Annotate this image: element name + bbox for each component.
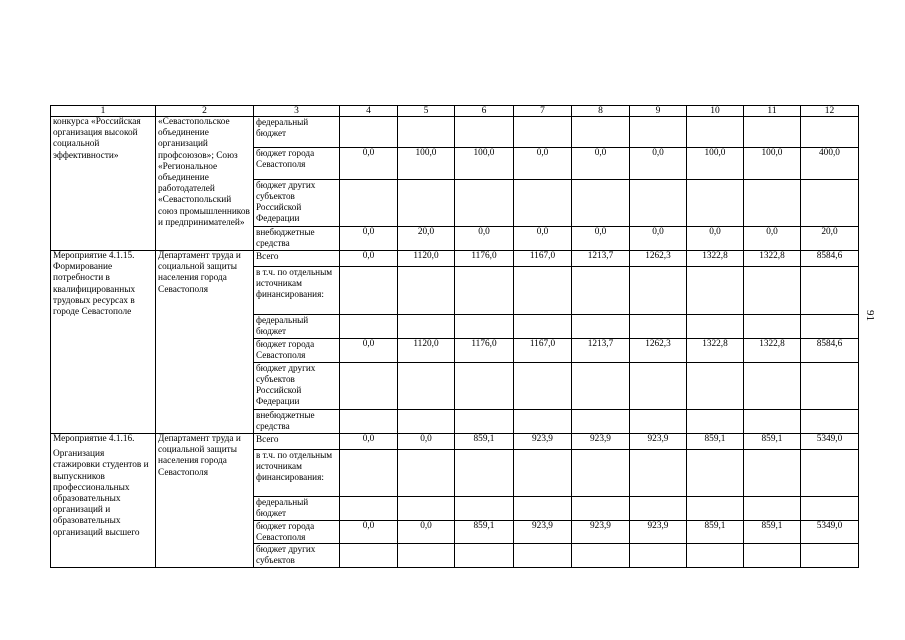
amount-cell: 100,0: [687, 148, 744, 180]
column-header: 6: [455, 106, 514, 117]
executor-cell: [156, 251, 254, 434]
amount-cell: 1213,7: [572, 339, 630, 363]
amount-cell: [744, 450, 801, 497]
amount-cell: [340, 117, 398, 148]
amount-cell: [398, 363, 455, 410]
amount-cell: [398, 117, 455, 148]
page-number: 91: [864, 310, 876, 321]
amount-cell: [398, 544, 455, 568]
amount-cell: 0,0: [744, 227, 801, 251]
amount-cell: [801, 267, 859, 315]
amount-cell: 859,1: [744, 521, 801, 544]
amount-cell: 1213,7: [572, 251, 630, 267]
funding-source: федеральный бюджет: [254, 117, 340, 148]
amount-cell: [455, 497, 514, 521]
amount-cell: 1120,0: [398, 251, 455, 267]
amount-cell: 0,0: [514, 227, 572, 251]
amount-cell: [630, 544, 687, 568]
amount-cell: [801, 410, 859, 434]
amount-cell: [340, 267, 398, 315]
event-cell: [51, 434, 156, 568]
column-header: 11: [744, 106, 801, 117]
amount-cell: [514, 497, 572, 521]
amount-cell: [340, 450, 398, 497]
amount-cell: [572, 450, 630, 497]
amount-cell: [340, 315, 398, 339]
amount-cell: [744, 117, 801, 148]
funding-source: внебюджетные средства: [254, 410, 340, 434]
amount-cell: [455, 363, 514, 410]
amount-cell: [514, 315, 572, 339]
amount-cell: [801, 180, 859, 227]
amount-cell: [687, 117, 744, 148]
amount-cell: [630, 410, 687, 434]
event-title: Мероприятие 4.1.16.: [53, 434, 135, 444]
amount-cell: 0,0: [572, 148, 630, 180]
amount-cell: 8584,6: [801, 339, 859, 363]
amount-cell: [687, 267, 744, 315]
amount-cell: [744, 267, 801, 315]
amount-cell: [514, 544, 572, 568]
amount-cell: 0,0: [340, 521, 398, 544]
amount-cell: [514, 410, 572, 434]
amount-cell: [572, 363, 630, 410]
amount-cell: 1262,3: [630, 339, 687, 363]
column-header: 12: [801, 106, 859, 117]
amount-cell: 0,0: [398, 434, 455, 450]
table-row: [51, 117, 859, 148]
amount-cell: 0,0: [340, 434, 398, 450]
amount-cell: [455, 267, 514, 315]
amount-cell: [630, 117, 687, 148]
amount-cell: 1322,8: [744, 251, 801, 267]
column-header: 10: [687, 106, 744, 117]
amount-cell: [340, 497, 398, 521]
amount-cell: 1167,0: [514, 251, 572, 267]
amount-cell: 8584,6: [801, 251, 859, 267]
amount-cell: 0,0: [398, 521, 455, 544]
amount-cell: 923,9: [630, 521, 687, 544]
amount-cell: [687, 544, 744, 568]
amount-cell: 0,0: [340, 227, 398, 251]
amount-cell: [744, 180, 801, 227]
amount-cell: 5349,0: [801, 521, 859, 544]
executor-text: Департамент труда и социальной защиты населения города Севастополя: [158, 434, 241, 478]
funding-source: федеральный бюджет: [254, 315, 340, 339]
amount-cell: 859,1: [687, 434, 744, 450]
amount-cell: 100,0: [398, 148, 455, 180]
amount-cell: [801, 117, 859, 148]
amount-cell: [514, 363, 572, 410]
amount-cell: [572, 315, 630, 339]
amount-cell: 1322,8: [744, 339, 801, 363]
amount-cell: [630, 267, 687, 315]
amount-cell: [514, 117, 572, 148]
amount-cell: 923,9: [514, 434, 572, 450]
amount-cell: [455, 450, 514, 497]
amount-cell: 859,1: [687, 521, 744, 544]
amount-cell: 0,0: [572, 227, 630, 251]
amount-cell: [398, 450, 455, 497]
amount-cell: [572, 117, 630, 148]
column-header: 7: [514, 106, 572, 117]
amount-cell: [744, 544, 801, 568]
amount-cell: [340, 180, 398, 227]
funding-source: бюджет города Севастополя: [254, 148, 340, 180]
amount-cell: [801, 363, 859, 410]
funding-source: бюджет других субъектов Российской Федерации: [254, 180, 340, 227]
funding-source: бюджет других субъектов Российской Федерации: [254, 363, 340, 410]
amount-cell: 859,1: [744, 434, 801, 450]
amount-cell: 1167,0: [514, 339, 572, 363]
amount-cell: [340, 410, 398, 434]
amount-cell: 923,9: [572, 434, 630, 450]
table-row: [51, 434, 859, 450]
amount-cell: 1262,3: [630, 251, 687, 267]
amount-cell: 0,0: [340, 148, 398, 180]
amount-cell: [687, 497, 744, 521]
amount-cell: 100,0: [455, 148, 514, 180]
amount-cell: 0,0: [340, 251, 398, 267]
amount-cell: [514, 267, 572, 315]
funding-source: федеральный бюджет: [254, 497, 340, 521]
amount-cell: [572, 410, 630, 434]
amount-cell: [340, 544, 398, 568]
amount-cell: 859,1: [455, 521, 514, 544]
amount-cell: [687, 315, 744, 339]
amount-cell: [398, 180, 455, 227]
amount-cell: [572, 497, 630, 521]
amount-cell: [687, 450, 744, 497]
amount-cell: 0,0: [630, 227, 687, 251]
amount-cell: 400,0: [801, 148, 859, 180]
amount-cell: [572, 544, 630, 568]
funding-source: бюджет других субъектов: [254, 544, 340, 568]
amount-cell: 0,0: [455, 227, 514, 251]
amount-cell: [630, 363, 687, 410]
executor-text: Департамент труда и социальной защиты населения города Севастополя: [158, 251, 241, 295]
amount-cell: [455, 315, 514, 339]
amount-cell: 1322,8: [687, 339, 744, 363]
amount-cell: [687, 180, 744, 227]
executor-text: «Севастопольское объединение организаций профсоюзов»; Союз «Региональное объединение работодателей «Севастопольский союз промышленников и предпринимателей»: [158, 117, 250, 228]
column-header-row: [51, 106, 859, 117]
amount-cell: 100,0: [744, 148, 801, 180]
funding-source: бюджет города Севастополя: [254, 521, 340, 544]
executor-cell: [156, 434, 254, 568]
amount-cell: [687, 410, 744, 434]
amount-cell: [630, 450, 687, 497]
column-header: 5: [398, 106, 455, 117]
amount-cell: [801, 450, 859, 497]
amount-cell: 923,9: [630, 434, 687, 450]
amount-cell: 923,9: [572, 521, 630, 544]
amount-cell: [744, 363, 801, 410]
amount-cell: [801, 315, 859, 339]
amount-cell: [398, 410, 455, 434]
funding-table: [50, 105, 859, 568]
amount-cell: [630, 180, 687, 227]
amount-cell: 0,0: [340, 339, 398, 363]
amount-cell: [630, 497, 687, 521]
amount-cell: 923,9: [514, 521, 572, 544]
amount-cell: 0,0: [630, 148, 687, 180]
amount-cell: 5349,0: [801, 434, 859, 450]
amount-cell: [687, 363, 744, 410]
amount-cell: [340, 363, 398, 410]
amount-cell: 1322,8: [687, 251, 744, 267]
executor-cell: [156, 117, 254, 251]
amount-cell: [514, 180, 572, 227]
amount-cell: [572, 180, 630, 227]
funding-source: в т.ч. по отдельным источникам финансирования:: [254, 267, 340, 315]
amount-cell: [630, 315, 687, 339]
column-header: 4: [340, 106, 398, 117]
column-header: 2: [156, 106, 254, 117]
amount-cell: 0,0: [687, 227, 744, 251]
event-description: Организация стажировки студентов и выпускников профессиональных образовательных организаций и образовательных организаций высшего: [53, 449, 149, 538]
amount-cell: 20,0: [398, 227, 455, 251]
amount-cell: [455, 410, 514, 434]
funding-source: Всего: [254, 434, 340, 450]
funding-source: Всего: [254, 251, 340, 267]
amount-cell: 1120,0: [398, 339, 455, 363]
event-cell: [51, 251, 156, 434]
funding-source: бюджет города Севастополя: [254, 339, 340, 363]
amount-cell: 859,1: [455, 434, 514, 450]
amount-cell: [514, 450, 572, 497]
amount-cell: 1176,0: [455, 251, 514, 267]
event-text: конкурса «Российская организация высокой социальной эффективности»: [53, 117, 141, 161]
amount-cell: [398, 497, 455, 521]
amount-cell: [572, 267, 630, 315]
funding-source: в т.ч. по отдельным источникам финансирования:: [254, 450, 340, 497]
amount-cell: [744, 410, 801, 434]
amount-cell: 0,0: [514, 148, 572, 180]
amount-cell: [455, 180, 514, 227]
amount-cell: [398, 267, 455, 315]
event-cell: [51, 117, 156, 251]
column-header: 1: [51, 106, 156, 117]
funding-source: внебюджетные средства: [254, 227, 340, 251]
amount-cell: 1176,0: [455, 339, 514, 363]
amount-cell: [455, 117, 514, 148]
column-header: 3: [254, 106, 340, 117]
amount-cell: [801, 497, 859, 521]
column-header: 9: [630, 106, 687, 117]
table-row: [51, 251, 859, 267]
column-header: 8: [572, 106, 630, 117]
amount-cell: [455, 544, 514, 568]
amount-cell: [801, 544, 859, 568]
amount-cell: [398, 315, 455, 339]
amount-cell: [744, 497, 801, 521]
table-body: [51, 106, 859, 568]
amount-cell: [744, 315, 801, 339]
amount-cell: 20,0: [801, 227, 859, 251]
event-text: Мероприятие 4.1.15. Формирование потребности в квалифицированных трудовых ресурсах в городе Севастополе: [53, 251, 136, 318]
